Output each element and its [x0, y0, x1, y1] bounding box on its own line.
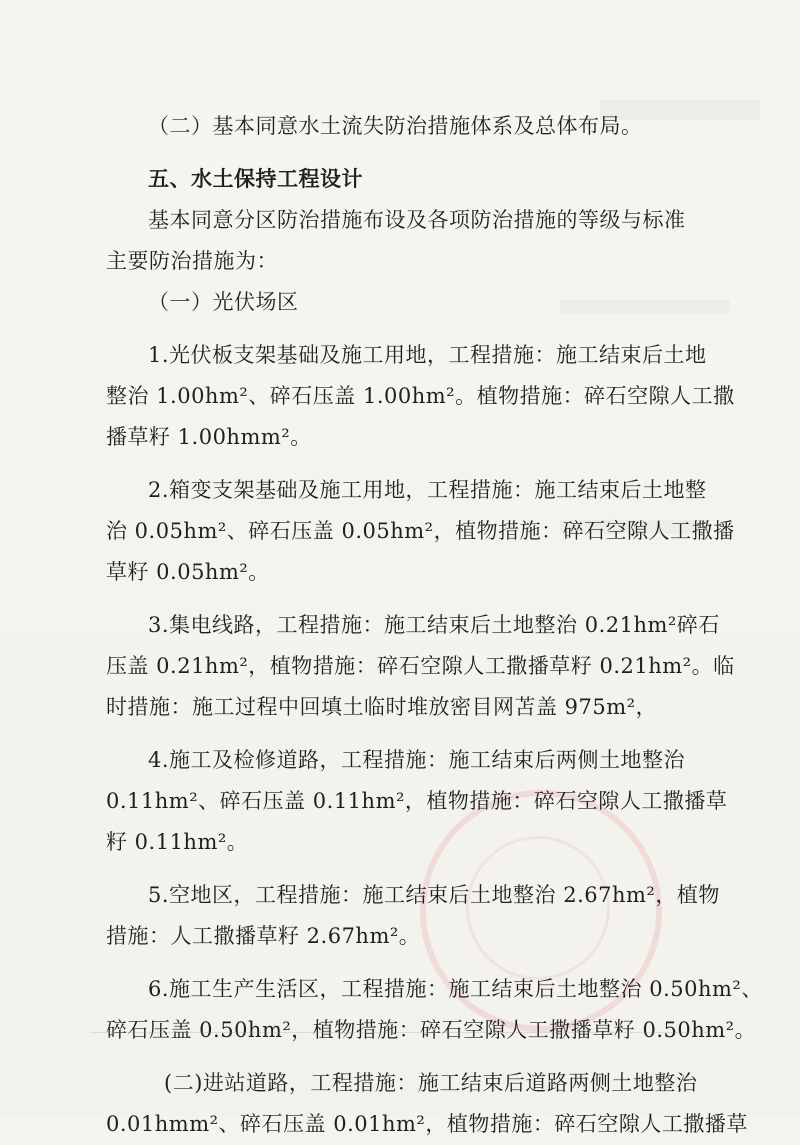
paragraph-line: 5.空地区，工程措施：施工结束后土地整治 2.67hm²，植物	[148, 883, 720, 907]
paragraph-line: 碎石压盖 0.50hm²，植物措施：碎石空隙人工撒播草籽 0.50hm²。	[106, 1018, 757, 1042]
paragraph-line: 治 0.05hm²、碎石压盖 0.05hm²，植物措施：碎石空隙人工撒播	[106, 519, 735, 543]
section-heading: 五、水土保持工程设计	[148, 167, 363, 191]
paragraph-line: 2.箱变支架基础及施工用地，工程措施：施工结束后土地整	[148, 478, 707, 502]
paragraph-line: 6.施工生产生活区，工程措施：施工结束后土地整治 0.50hm²、	[148, 977, 763, 1001]
paragraph-line: 主要防治措施为：	[106, 249, 278, 273]
paragraph-line: 1.光伏板支架基础及施工用地，工程措施：施工结束后土地	[148, 343, 707, 367]
paragraph-line: 基本同意分区防治措施布设及各项防治措施的等级与标准	[148, 208, 686, 232]
paragraph-line: 草籽 0.05hm²。	[106, 560, 270, 584]
paragraph-line: 压盖 0.21hm²，植物措施：碎石空隙人工撒播草籽 0.21hm²。临	[106, 654, 735, 678]
paragraph-line: 措施：人工撒播草籽 2.67hm²。	[106, 924, 421, 948]
document-body	[106, 106, 763, 1145]
paragraph-line: 0.01hmm²、碎石压盖 0.01hm²，植物措施：碎石空隙人工撒播草	[106, 1112, 748, 1136]
paragraph-line: 时措施：施工过程中回填土临时堆放密目网苫盖 975m²，	[106, 695, 658, 719]
paragraph-line: 3.集电线路，工程措施：施工结束后土地整治 0.21hm²碎石	[148, 613, 720, 637]
paragraph-line: (二)进站道路，工程措施：施工结束后道路两侧土地整治	[164, 1071, 698, 1095]
bottom-rule	[90, 1032, 710, 1033]
section-subheading: （二）基本同意水土流失防治措施体系及总体布局。	[148, 114, 643, 138]
paragraph-line: 籽 0.11hm²。	[106, 830, 249, 854]
paragraph-line: 4.施工及检修道路，工程措施：施工结束后两侧土地整治	[148, 748, 686, 772]
subsection-heading: （一）光伏场区	[148, 290, 299, 314]
paragraph-line: 整治 1.00hm²、碎石压盖 1.00hm²。植物措施：碎石空隙人工撒	[106, 384, 735, 408]
paragraph-line: 0.11hm²、碎石压盖 0.11hm²，植物措施：碎石空隙人工撒播草	[106, 789, 728, 813]
paragraph-line: 播草籽 1.00hmm²。	[106, 425, 312, 449]
